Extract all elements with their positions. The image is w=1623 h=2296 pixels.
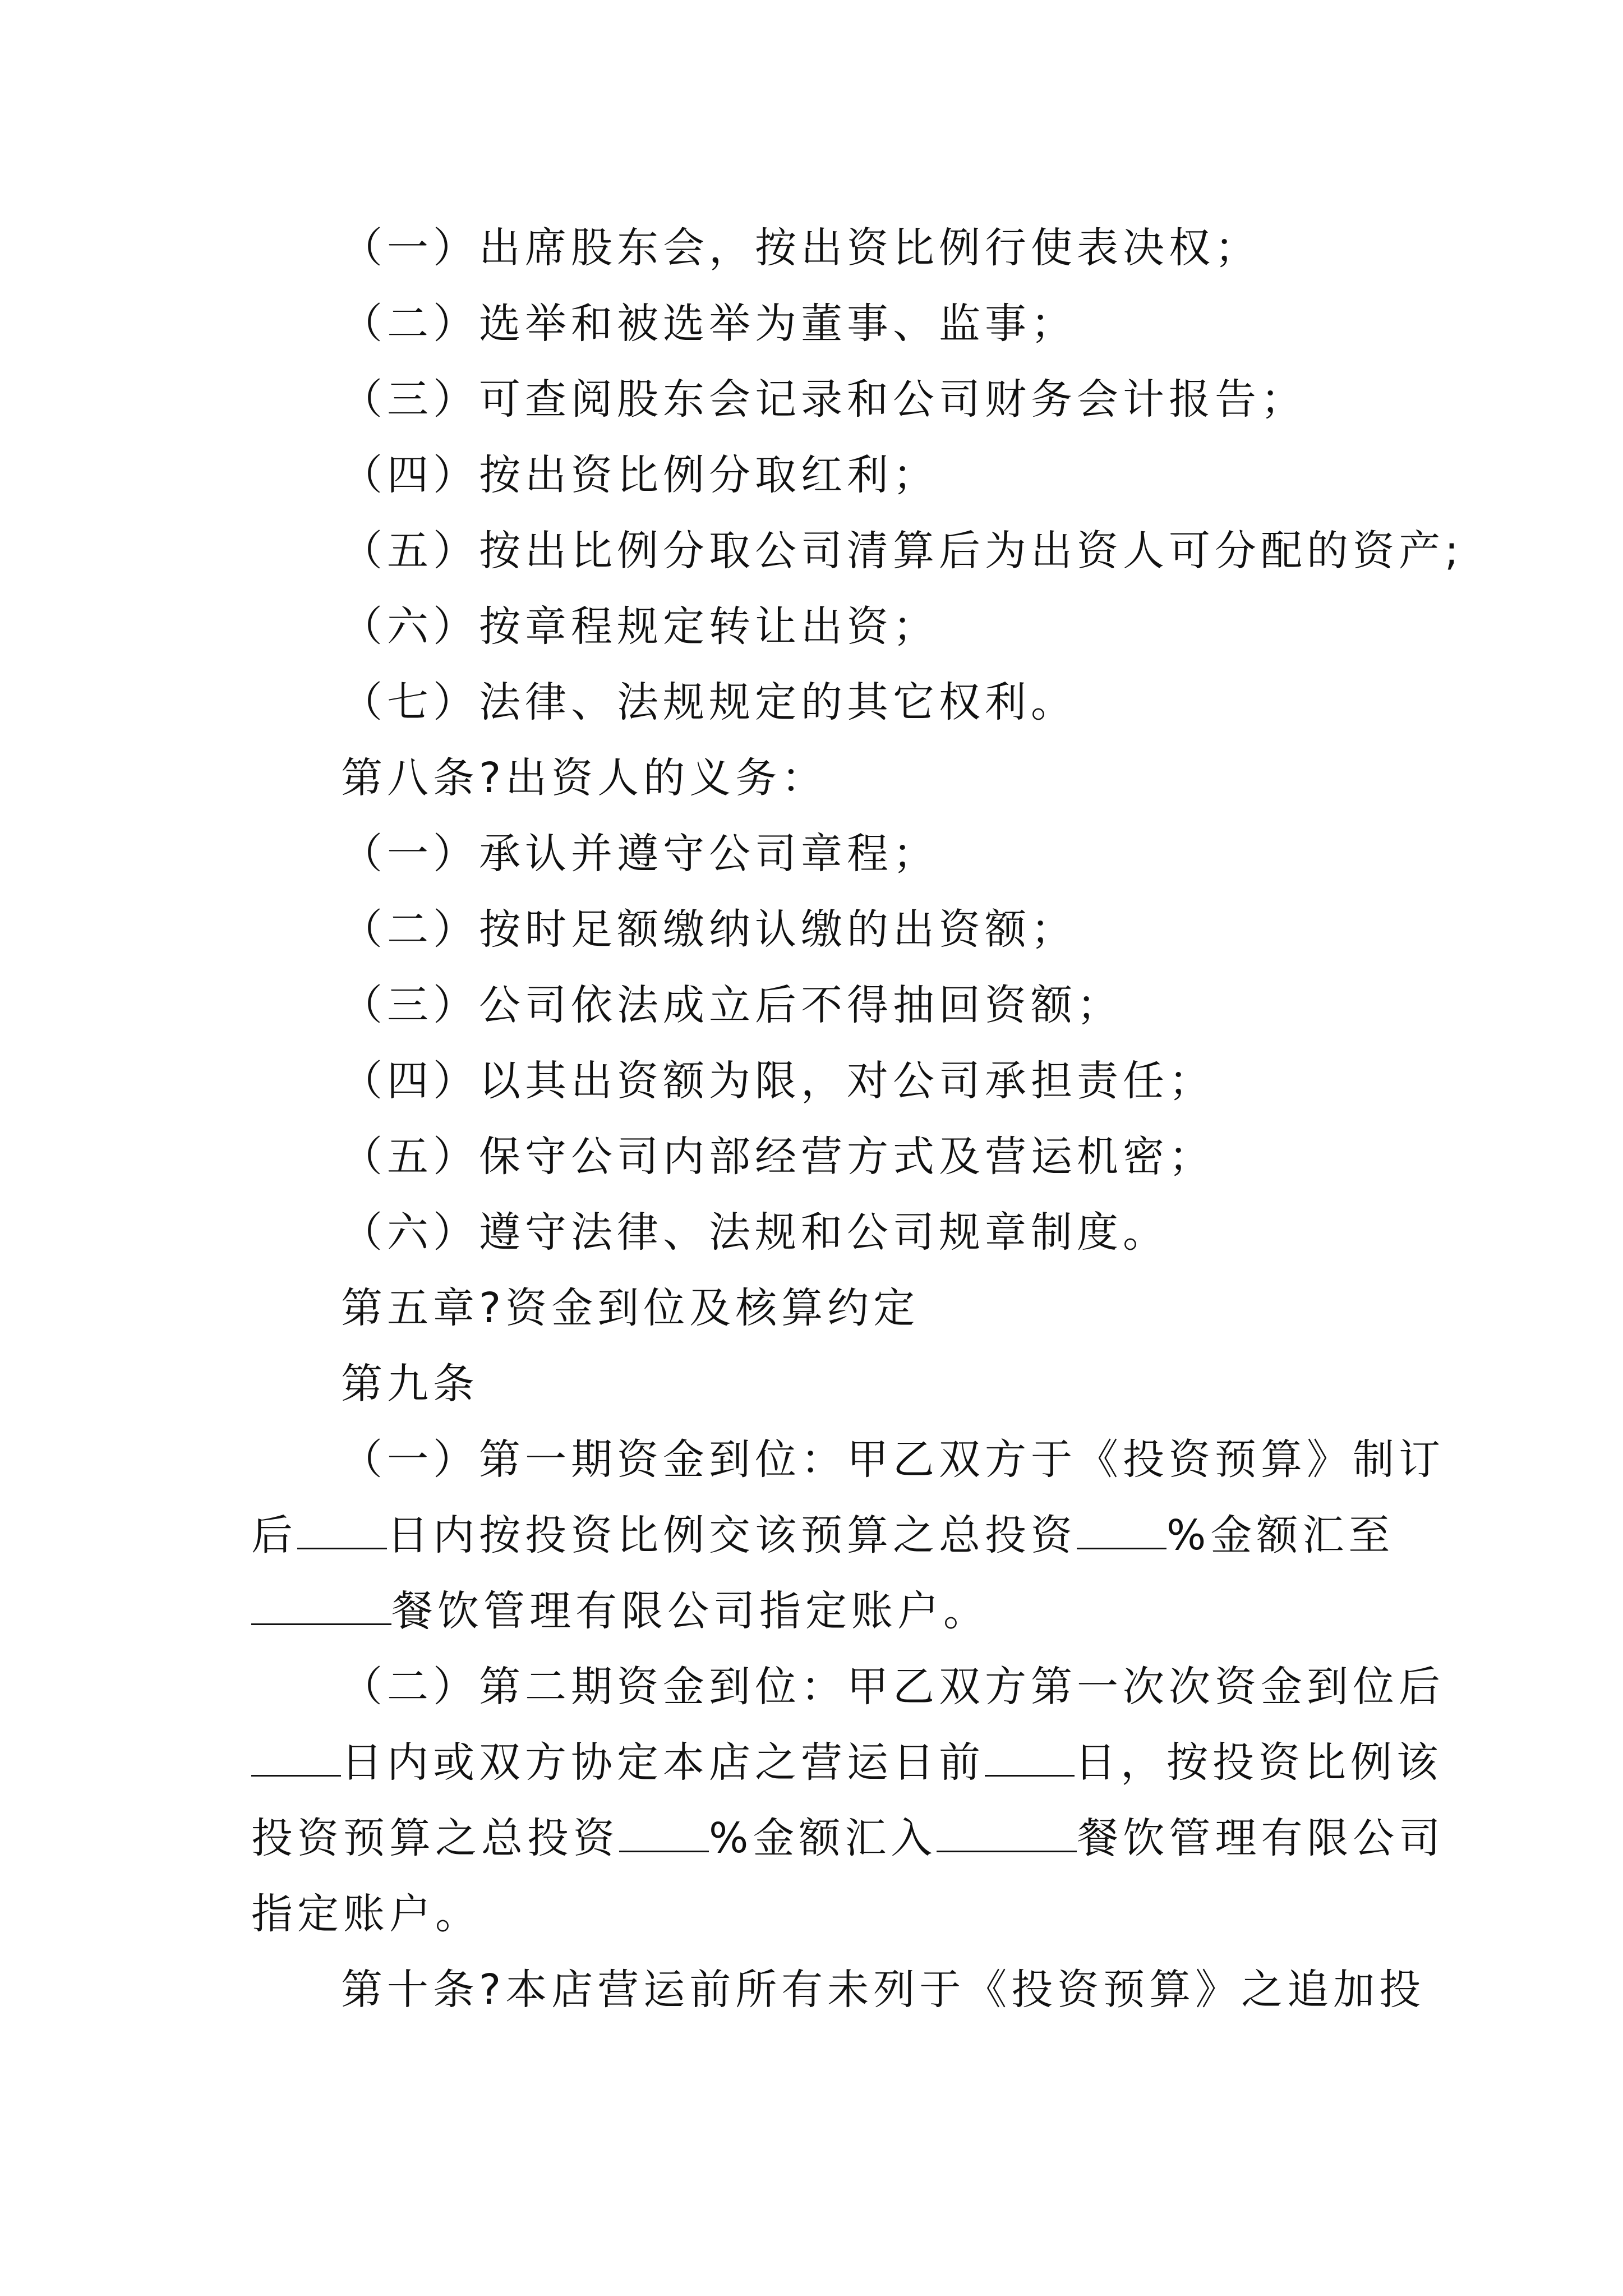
rights-item-2: （二）选举和被选举为董事、监事； [341, 300, 1077, 348]
blank-percent-1[interactable] [1077, 1503, 1166, 1549]
chapter-5-heading: 第五章?资金到位及核算约定 [341, 1284, 920, 1332]
shareholder-duties-list [251, 816, 1384, 1271]
clause-9-1-text-d: 餐饮管理有限公司指定账户。 [391, 1587, 989, 1635]
duties-item-5: （五）保守公司内部经营方式及营运机密； [341, 1133, 1215, 1181]
clause-9-2-text-e: 餐饮管理有限公司 [1077, 1814, 1445, 1862]
blank-days-3[interactable] [985, 1730, 1075, 1777]
clause-9-1-text-b: 日内按投资比例交该预算之总投资 [387, 1511, 1077, 1559]
clause-9-2-text-a: 日内或双方协定本店之营运日前 [341, 1738, 985, 1787]
duties-item-1: （一）承认并遵守公司章程； [341, 830, 939, 878]
clause-9-2-line-2 [251, 1725, 1442, 1801]
duties-item-3: （三）公司依法成立后不得抽回资额； [341, 981, 1123, 1029]
rights-item-1: （一）出席股东会，按出资比例行使表决权； [341, 224, 1261, 272]
clause-9-2-text-d: %金额汇入 [709, 1814, 937, 1862]
rights-item-5: （五）按出比例分取公司清算后为出资人可分配的资产; [341, 527, 1463, 575]
clause-9-2-line-3 [251, 1801, 1445, 1876]
shareholder-rights-list [251, 210, 1463, 740]
clause-9-2-line-4: 指定账户。 [251, 1890, 481, 1938]
clause-9-1-text-c: %金额汇至 [1166, 1511, 1395, 1559]
clause-9-1-text-a: 后 [251, 1511, 297, 1559]
duties-item-6: （六）遵守法律、法规和公司规章制度。 [341, 1208, 1169, 1257]
clause-9-2-text-c: 投资预算之总投资 [251, 1814, 619, 1862]
duties-item-4: （四）以其出资额为限，对公司承担责任； [341, 1057, 1215, 1105]
article-9-heading: 第九条 [341, 1360, 479, 1408]
clause-9-1-line-2 [251, 1498, 1395, 1573]
clause-9-2-text-b: 日，按投资比例该 [1075, 1738, 1442, 1787]
rights-item-6: （六）按章程规定转让出资； [341, 602, 939, 651]
clause-9-2-line-1: （二）第二期资金到位：甲乙双方第一次次资金到位后 [341, 1663, 1445, 1711]
clause-9-1-line-3 [251, 1573, 1384, 1649]
blank-days-1[interactable] [297, 1503, 387, 1549]
blank-percent-2[interactable] [619, 1806, 709, 1852]
blank-company-name-2[interactable] [937, 1806, 1077, 1852]
article-8-heading: 第八条?出资人的义务： [341, 754, 828, 802]
clause-9-1-line-1: （一）第一期资金到位：甲乙双方于《投资预算》制订 [341, 1435, 1445, 1484]
blank-days-2[interactable] [251, 1730, 341, 1777]
duties-item-2: （二）按时足额缴纳认缴的出资额； [341, 905, 1077, 954]
rights-item-4: （四）按出资比例分取红利； [341, 451, 939, 499]
article-10-line-1: 第十条?本店营运前所有未列于《投资预算》之追加投 [341, 1966, 1426, 2014]
rights-item-3: （三）可查阅股东会记录和公司财务会计报告； [341, 375, 1307, 424]
blank-company-name-1[interactable] [251, 1579, 391, 1625]
document-body [251, 210, 1463, 2028]
rights-item-7: （七）法律、法规规定的其它权利。 [341, 678, 1077, 726]
